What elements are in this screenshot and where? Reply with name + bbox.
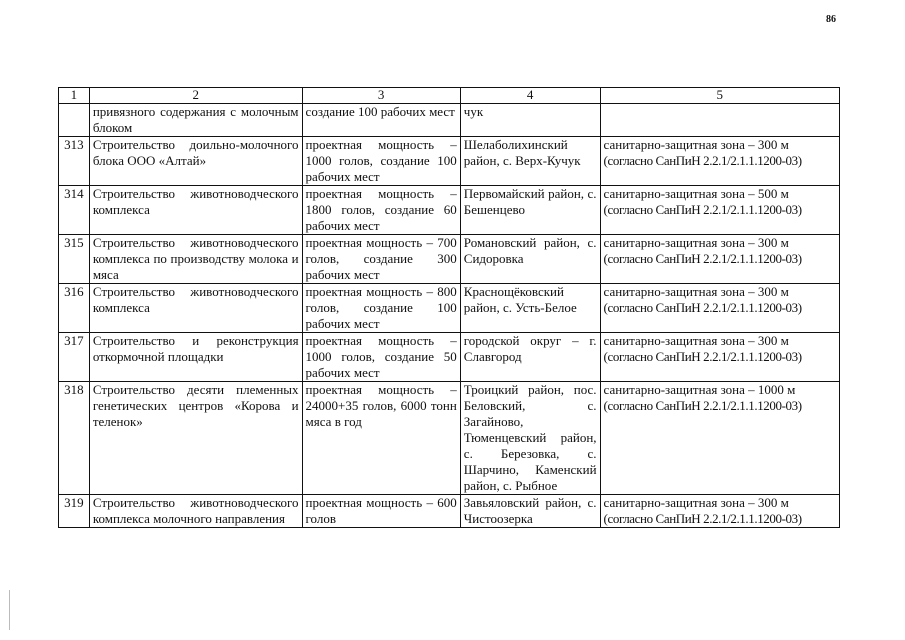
object-capacity: проектная мощность – 700 голов, создание 300 рабочих мест (302, 235, 460, 284)
object-name: Строительство доильно-молочного блока ООО «Алтай» (89, 137, 302, 186)
header-cell-5: 5 (600, 88, 839, 104)
table-row (59, 104, 840, 137)
sanitary-zone: санитарно-защитная зона – 300 м (603, 333, 789, 348)
object-location: Шелаболихинский район, с. Верх-Кучук (460, 137, 600, 186)
sanitary-zone: санитарно-защитная зона – 300 м (603, 137, 789, 152)
header-cell-1: 1 (59, 88, 90, 104)
left-margin-mark (9, 590, 10, 630)
object-name: Строительство животноводческого комплекса (89, 284, 302, 333)
row-number: 317 (59, 333, 90, 382)
object-capacity: проектная мощность – 24000+35 голов, 6000 тонн мяса в год (302, 382, 460, 495)
header-cell-2: 2 (89, 88, 302, 104)
object-capacity: проектная мощность – 800 голов, создание 100 рабочих мест (302, 284, 460, 333)
sanitary-zone: санитарно-защитная зона – 300 м (603, 495, 789, 510)
object-name: привязного содержания с молочным блоком (89, 104, 302, 137)
sanitary-zone-regulation: (согласно СанПиН 2.2.1/2.1.1.1200-03) (603, 202, 802, 217)
sanitary-zone-cell (600, 235, 839, 284)
row-number: 319 (59, 495, 90, 528)
object-location: Первомайский район, с. Бешенцево (460, 186, 600, 235)
object-capacity: проектная мощность – 1000 голов, создание 50 рабочих мест (302, 333, 460, 382)
object-name: Строительство животноводческого комплекса по производству молока и мяса (89, 235, 302, 284)
object-name: Строительство и реконструкция откормочной площадки (89, 333, 302, 382)
object-capacity: проектная мощность – 600 голов (302, 495, 460, 528)
sanitary-zone-regulation: (согласно СанПиН 2.2.1/2.1.1.1200-03) (603, 251, 802, 266)
document-table (58, 87, 840, 528)
object-capacity: проектная мощность – 1000 голов, создание 100 рабочих мест (302, 137, 460, 186)
sanitary-zone-regulation: (согласно СанПиН 2.2.1/2.1.1.1200-03) (603, 398, 802, 413)
table-row (59, 333, 840, 382)
sanitary-zone-regulation: (согласно СанПиН 2.2.1/2.1.1.1200-03) (603, 511, 802, 526)
object-location: Завьяловский район, с. Чистоозерка (460, 495, 600, 528)
table-row (59, 382, 840, 495)
sanitary-zone-cell (600, 104, 839, 137)
sanitary-zone: санитарно-защитная зона – 300 м (603, 235, 789, 250)
table-row (59, 495, 840, 528)
sanitary-zone-regulation: (согласно СанПиН 2.2.1/2.1.1.1200-03) (603, 349, 802, 364)
sanitary-zone-cell (600, 137, 839, 186)
object-location: Троицкий район, пос. Беловский, с. Загайново, Тюменцевский район, с. Березовка, с. Шарчино, Каменский район, с. Рыбное (460, 382, 600, 495)
object-location: Романовский район, с. Сидоровка (460, 235, 600, 284)
table-row (59, 186, 840, 235)
table-body (59, 104, 840, 528)
sanitary-zone-cell (600, 284, 839, 333)
table-row (59, 137, 840, 186)
object-location: городской округ – г. Славгород (460, 333, 600, 382)
sanitary-zone-cell (600, 333, 839, 382)
row-number: 315 (59, 235, 90, 284)
sanitary-zone-cell (600, 495, 839, 528)
row-number: 313 (59, 137, 90, 186)
object-name: Строительство животноводческого комплекса (89, 186, 302, 235)
header-cell-3: 3 (302, 88, 460, 104)
object-location: чук (460, 104, 600, 137)
header-row (59, 88, 840, 104)
sanitary-zone: санитарно-защитная зона – 300 м (603, 284, 789, 299)
object-location: Краснощёковский район, с. Усть-Белое (460, 284, 600, 333)
object-name: Строительство животноводческого комплекса молочного направления (89, 495, 302, 528)
sanitary-zone-regulation: (согласно СанПиН 2.2.1/2.1.1.1200-03) (603, 300, 802, 315)
row-number: 318 (59, 382, 90, 495)
object-capacity: создание 100 рабочих мест (302, 104, 460, 137)
sanitary-zone: санитарно-защитная зона – 1000 м (603, 382, 796, 397)
page-number: 86 (826, 14, 836, 25)
row-number: 316 (59, 284, 90, 333)
sanitary-zone: санитарно-защитная зона – 500 м (603, 186, 789, 201)
table-row (59, 235, 840, 284)
sanitary-zone-cell (600, 382, 839, 495)
row-number (59, 104, 90, 137)
table-row (59, 284, 840, 333)
header-cell-4: 4 (460, 88, 600, 104)
sanitary-zone-regulation: (согласно СанПиН 2.2.1/2.1.1.1200-03) (603, 153, 802, 168)
sanitary-zone-cell (600, 186, 839, 235)
row-number: 314 (59, 186, 90, 235)
object-capacity: проектная мощность – 1800 голов, создание 60 рабочих мест (302, 186, 460, 235)
object-name: Строительство десяти племенных генетических центров «Корова и теленок» (89, 382, 302, 495)
